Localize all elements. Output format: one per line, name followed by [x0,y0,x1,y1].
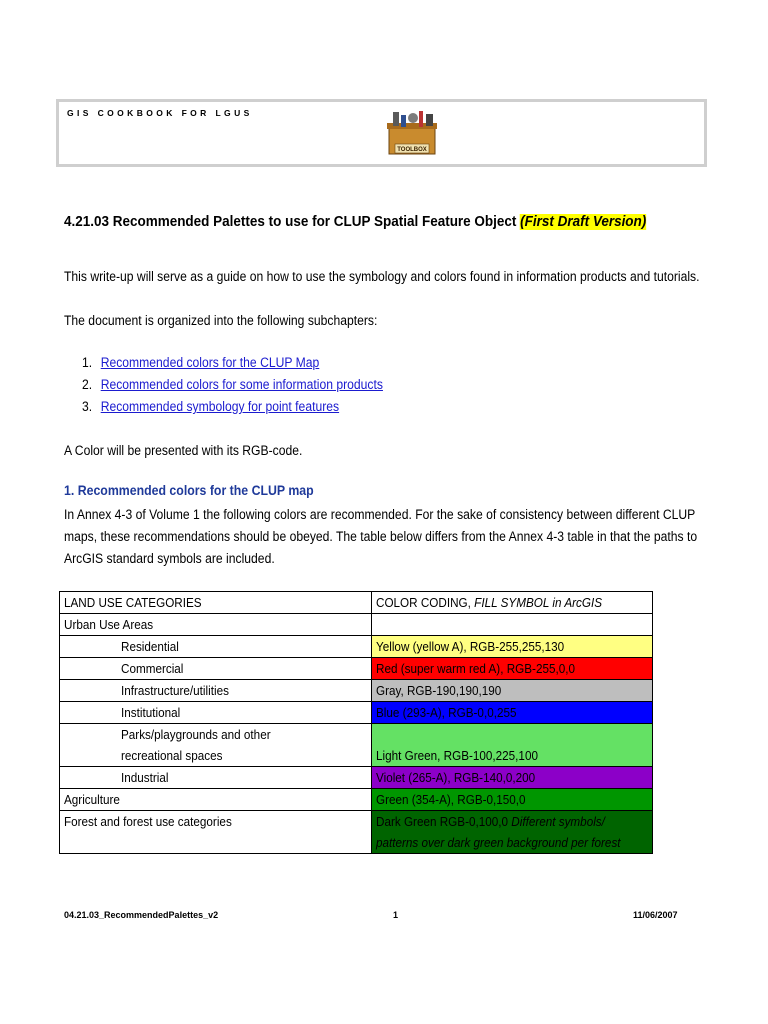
draft-version-label: (First Draft Version) [520,214,647,230]
color-cell: Gray, RGB-190,190,190 [372,680,653,702]
table-row [60,636,653,658]
category-cell: Parks/playgrounds and other recreational spaces [60,724,372,767]
toc-link-point-features[interactable]: Recommended symbology for point features [100,399,340,414]
table-row [60,680,653,702]
table-row [60,811,653,854]
section-heading-clup-map: 1. Recommended colors for the CLUP map [64,482,314,498]
color-cell: Dark Green RGB-0,100,0 Different symbols/ patterns over dark green background per forest [372,811,653,854]
table-header-row [60,592,653,614]
intro-paragraph: This write-up will serve as a guide on how to use the symbology and colors found in information products and tutorials. [64,269,700,284]
toc-item [82,374,383,396]
toc-number: 3. [82,399,93,414]
subchapter-list [82,352,383,418]
category-cell: Agriculture [60,789,372,811]
footer-date: 11/06/2007 [633,910,678,920]
page-title [64,214,646,230]
section-body: In Annex 4-3 of Volume 1 the following colors are recommended. For the sake of consistency between different CLUP maps, these recommendations should be obeyed. The table below differs from the Annex 4-3 table in that the paths to ArcGIS standard symbols are included. [64,507,698,566]
toc-item [82,396,383,418]
color-cell [372,614,653,636]
toc-link-clup-map[interactable]: Recommended colors for the CLUP Map [100,355,320,370]
category-cell: Commercial [60,658,372,680]
category-cell: Residential [60,636,372,658]
toc-number: 1. [82,355,93,370]
color-cell: Violet (265-A), RGB-140,0,200 [372,767,653,789]
category-cell: Industrial [60,767,372,789]
running-title: GIS COOKBOOK FOR LGUS [67,108,253,118]
land-use-color-table [59,591,653,854]
color-cell: Blue (293-A), RGB-0,0,255 [372,702,653,724]
category-cell: Forest and forest use categories [60,811,372,854]
organized-paragraph: The document is organized into the following subchapters: [64,313,378,328]
toolbox-logo-text: TOOLBOX [397,147,427,153]
category-cell: Infrastructure/utilities [60,680,372,702]
color-cell: Green (354-A), RGB-0,150,0 [372,789,653,811]
table-row [60,614,653,636]
table-row [60,658,653,680]
toc-item [82,352,383,374]
color-note: A Color will be presented with its RGB-code. [64,443,303,458]
footer-page-number: 1 [393,910,399,920]
table-header-cell: COLOR CODING, FILL SYMBOL in ArcGIS [372,592,653,614]
table-row [60,767,653,789]
toc-link-information-products[interactable]: Recommended colors for some information products [100,377,383,392]
color-cell: Red (super warm red A), RGB-255,0,0 [372,658,653,680]
toolbox-logo-icon [383,110,441,160]
color-cell: Light Green, RGB-100,225,100 [372,724,653,767]
footer-filename: 04.21.03_RecommendedPalettes_v2 [64,910,219,920]
color-cell: Yellow (yellow A), RGB-255,255,130 [372,636,653,658]
category-cell: Urban Use Areas [60,614,372,636]
running-header-box [56,99,707,167]
table-row [60,724,653,767]
table-header-cell: LAND USE CATEGORIES [60,592,372,614]
category-cell: Institutional [60,702,372,724]
table-row [60,789,653,811]
title-main: 4.21.03 Recommended Palettes to use for CLUP Spatial Feature Object [64,214,521,230]
toc-number: 2. [82,377,93,392]
table-row [60,702,653,724]
